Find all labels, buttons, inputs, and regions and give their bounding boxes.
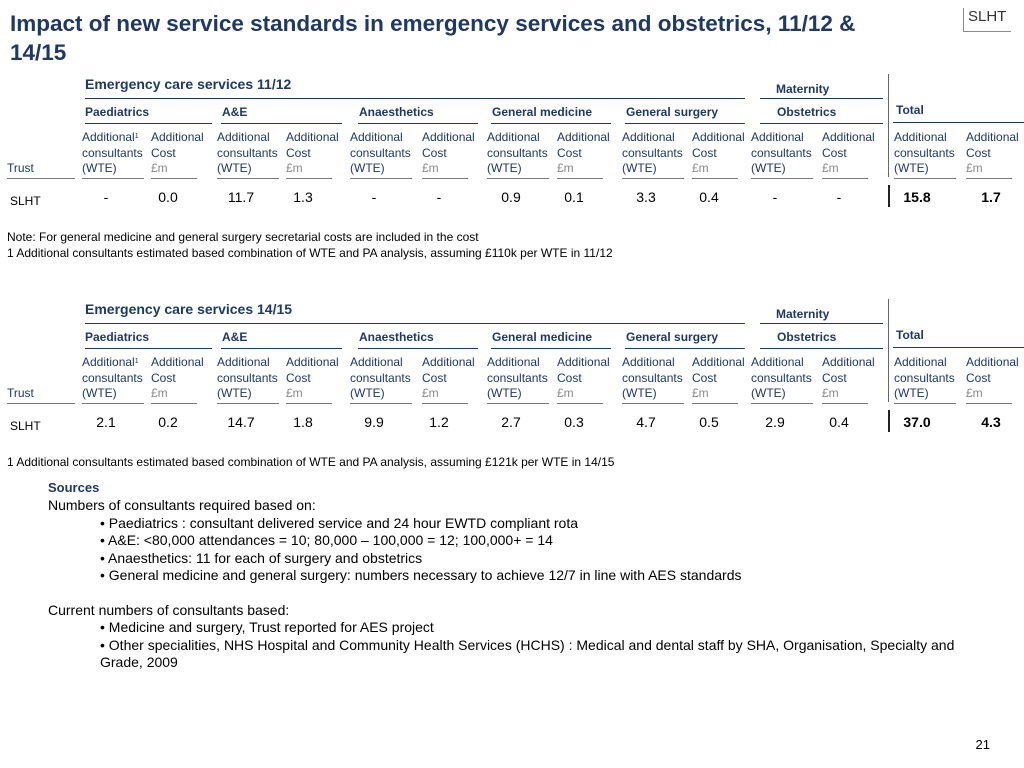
sources-heading: Sources — [48, 480, 100, 495]
specialty-underline — [625, 123, 745, 124]
specialty-header: General medicine — [492, 330, 593, 344]
consultants-column-header: Additional consultants (WTE) — [487, 130, 548, 175]
column-underline — [487, 403, 549, 404]
column-underline — [966, 178, 1012, 179]
table-cell: 3.3 — [636, 189, 656, 205]
source-bullet: • Anaesthetics: 11 for each of surgery and obstetrics — [100, 550, 423, 566]
sources-intro-current: Current numbers of consultants based: — [48, 602, 290, 618]
section-title: Emergency care services 11/12 — [85, 76, 292, 92]
specialty-underline — [85, 123, 212, 124]
source-bullet: • Other specialities, NHS Hospital and Community Health Services (HCHS) : Medical and dental staff by SHA, Organisation, Specialty and — [100, 637, 955, 653]
trust-underline — [7, 178, 75, 179]
table-cell: 14.7 — [227, 414, 255, 430]
trust-underline — [7, 403, 75, 404]
column-underline — [966, 403, 1012, 404]
consultants-column-header: Additional consultants (WTE) — [350, 130, 411, 175]
table-cell: 11.7 — [227, 189, 255, 205]
specialty-header: Obstetrics — [777, 330, 837, 344]
table-cell: 0.4 — [829, 414, 849, 430]
specialty-underline — [221, 123, 342, 124]
column-underline — [350, 178, 412, 179]
specialty-header: A&E — [222, 105, 248, 119]
table-cell: 0.5 — [699, 414, 719, 430]
source-bullet: • Paediatrics : consultant delivered service and 24 hour EWTD compliant rota — [100, 515, 579, 531]
consultants-column-header: Additional consultants (WTE) — [622, 355, 683, 400]
column-underline — [751, 178, 813, 179]
column-underline — [622, 403, 684, 404]
consultants-column-header: Additional consultants (WTE) — [217, 355, 278, 400]
cost-column-header: Additional Cost £m — [966, 355, 1019, 400]
specialty-underline — [491, 123, 611, 124]
specialty-header: Anaesthetics — [359, 330, 434, 344]
cost-column-header: Additional Cost £m — [966, 130, 1019, 175]
maternity-underline — [760, 98, 883, 99]
total-row-separator — [888, 410, 890, 432]
cost-column-header: Additional Cost £m — [557, 130, 610, 175]
source-bullet: • A&E: <80,000 attendances = 10; 80,000 – 100,000 = 12; 100,000+ = 14 — [100, 532, 553, 548]
column-underline — [622, 178, 684, 179]
page-title: Impact of new service standards in emergency services and obstetrics, 11/12 & 14/15 — [10, 11, 856, 65]
total-underline — [893, 122, 1024, 123]
specialty-underline — [358, 348, 478, 349]
consultants-column-header: Additional consultants (WTE) — [217, 130, 278, 175]
total-cell: 1.7 — [981, 189, 1001, 205]
table-cell: 1.2 — [429, 414, 449, 430]
specialty-underline — [760, 123, 883, 124]
table-cell: 0.3 — [564, 414, 584, 430]
cost-column-header: Additional Cost £m — [286, 355, 339, 400]
column-underline — [822, 178, 868, 179]
consultants-column-header: Additional$^1$ consultants (WTE) — [82, 130, 143, 175]
specialty-underline — [491, 348, 611, 349]
table-cell: - — [371, 189, 377, 205]
table-cell: - — [103, 189, 109, 205]
note-assumption-1112: 1 Additional consultants estimated based combination of WTE and PA analysis, assuming £110k per WTE in 11/12 — [7, 246, 613, 260]
cost-column-header: Additional Cost £m — [286, 130, 339, 175]
table-cell: 0.1 — [564, 189, 584, 205]
cost-column-header: Additional Cost £m — [557, 355, 610, 400]
total-header: Total — [896, 328, 924, 342]
total-header: Total — [896, 103, 924, 117]
table-cell: 1.3 — [293, 189, 313, 205]
specialty-header: Obstetrics — [777, 105, 837, 119]
consultants-column-header: Additional consultants (WTE) — [894, 355, 955, 400]
specialty-underline — [358, 123, 478, 124]
specialty-underline — [221, 348, 342, 349]
source-bullet: • Medicine and surgery, Trust reported for AES project — [100, 619, 434, 635]
total-separator — [888, 299, 889, 402]
total-row-separator — [888, 185, 890, 207]
cost-column-header: Additional Cost £m — [151, 355, 204, 400]
table-cell: 9.9 — [364, 414, 384, 430]
section-title: Emergency care services 14/15 — [85, 301, 293, 317]
cost-column-header: Additional Cost £m — [151, 130, 204, 175]
trust-header: Trust — [7, 161, 34, 175]
column-underline — [822, 403, 868, 404]
specialty-header: General medicine — [492, 105, 593, 119]
slht-logo: SLHT — [963, 8, 1011, 32]
specialty-header: General surgery — [626, 330, 719, 344]
column-underline — [422, 403, 468, 404]
consultants-column-header: Additional consultants (WTE) — [622, 130, 683, 175]
table-cell: 2.7 — [501, 414, 521, 430]
source-bullet-continued: Grade, 2009 — [100, 654, 178, 670]
consultants-column-header: Additional consultants (WTE) — [751, 355, 812, 400]
specialty-underline — [760, 348, 883, 349]
column-underline — [692, 178, 738, 179]
row-label-slht: SLHT — [10, 419, 41, 433]
maternity-label: Maternity — [776, 82, 830, 96]
cost-column-header: Additional Cost £m — [422, 355, 475, 400]
maternity-label: Maternity — [776, 307, 830, 321]
cost-column-header: Additional Cost £m — [692, 130, 745, 175]
table-cell: 2.1 — [96, 414, 116, 430]
column-underline — [692, 403, 738, 404]
specialty-header: General surgery — [626, 105, 719, 119]
column-underline — [557, 178, 603, 179]
maternity-underline — [760, 323, 883, 324]
cost-column-header: Additional Cost £m — [692, 355, 745, 400]
column-underline — [894, 178, 956, 179]
specialty-header: Paediatrics — [85, 105, 150, 119]
note-assumption-1415: 1 Additional consultants estimated based combination of WTE and PA analysis, assuming £121k per WTE in 14/15 — [7, 455, 615, 469]
column-underline — [350, 403, 412, 404]
section-underline — [85, 98, 745, 99]
column-underline — [487, 178, 549, 179]
table-cell: - — [772, 189, 778, 205]
column-underline — [751, 403, 813, 404]
column-underline — [217, 403, 279, 404]
column-underline — [286, 178, 332, 179]
specialty-header: Paediatrics — [85, 330, 150, 344]
total-separator — [888, 74, 889, 177]
column-underline — [151, 178, 197, 179]
cost-column-header: Additional Cost £m — [422, 130, 475, 175]
page-number: 21 — [975, 737, 990, 752]
table-cell: - — [836, 189, 842, 205]
total-cell: 15.8 — [903, 189, 931, 205]
table-cell: 0.9 — [501, 189, 521, 205]
table-cell: - — [436, 189, 442, 205]
consultants-column-header: Additional consultants (WTE) — [751, 130, 812, 175]
specialty-header: Anaesthetics — [359, 105, 434, 119]
note-secretarial: Note: For general medicine and general surgery secretarial costs are included in the cost — [7, 230, 479, 244]
specialty-underline — [625, 348, 745, 349]
column-underline — [557, 403, 603, 404]
table-cell: 2.9 — [765, 414, 785, 430]
column-underline — [286, 403, 332, 404]
total-underline — [893, 347, 1024, 348]
section-underline — [85, 323, 745, 324]
source-bullet: • General medicine and general surgery: numbers necessary to achieve 12/7 in line with AES standards — [100, 567, 742, 583]
consultants-column-header: Additional consultants (WTE) — [894, 130, 955, 175]
row-label-slht: SLHT — [10, 194, 41, 208]
total-cell: 37.0 — [903, 414, 931, 430]
table-cell: 1.8 — [293, 414, 313, 430]
consultants-column-header: Additional$^1$ consultants (WTE) — [82, 355, 143, 400]
total-cell: 4.3 — [981, 414, 1001, 430]
column-underline — [217, 178, 279, 179]
table-cell: 0.2 — [158, 414, 178, 430]
column-underline — [82, 403, 144, 404]
cost-column-header: Additional Cost £m — [822, 355, 875, 400]
column-underline — [894, 403, 956, 404]
column-underline — [82, 178, 144, 179]
table-cell: 0.4 — [699, 189, 719, 205]
trust-header: Trust — [7, 386, 34, 400]
column-underline — [151, 403, 197, 404]
table-cell: 0.0 — [158, 189, 178, 205]
column-underline — [422, 178, 468, 179]
specialty-underline — [85, 348, 212, 349]
consultants-column-header: Additional consultants (WTE) — [350, 355, 411, 400]
sources-intro-required: Numbers of consultants required based on: — [48, 497, 316, 513]
consultants-column-header: Additional consultants (WTE) — [487, 355, 548, 400]
table-cell: 4.7 — [636, 414, 656, 430]
cost-column-header: Additional Cost £m — [822, 130, 875, 175]
specialty-header: A&E — [222, 330, 248, 344]
